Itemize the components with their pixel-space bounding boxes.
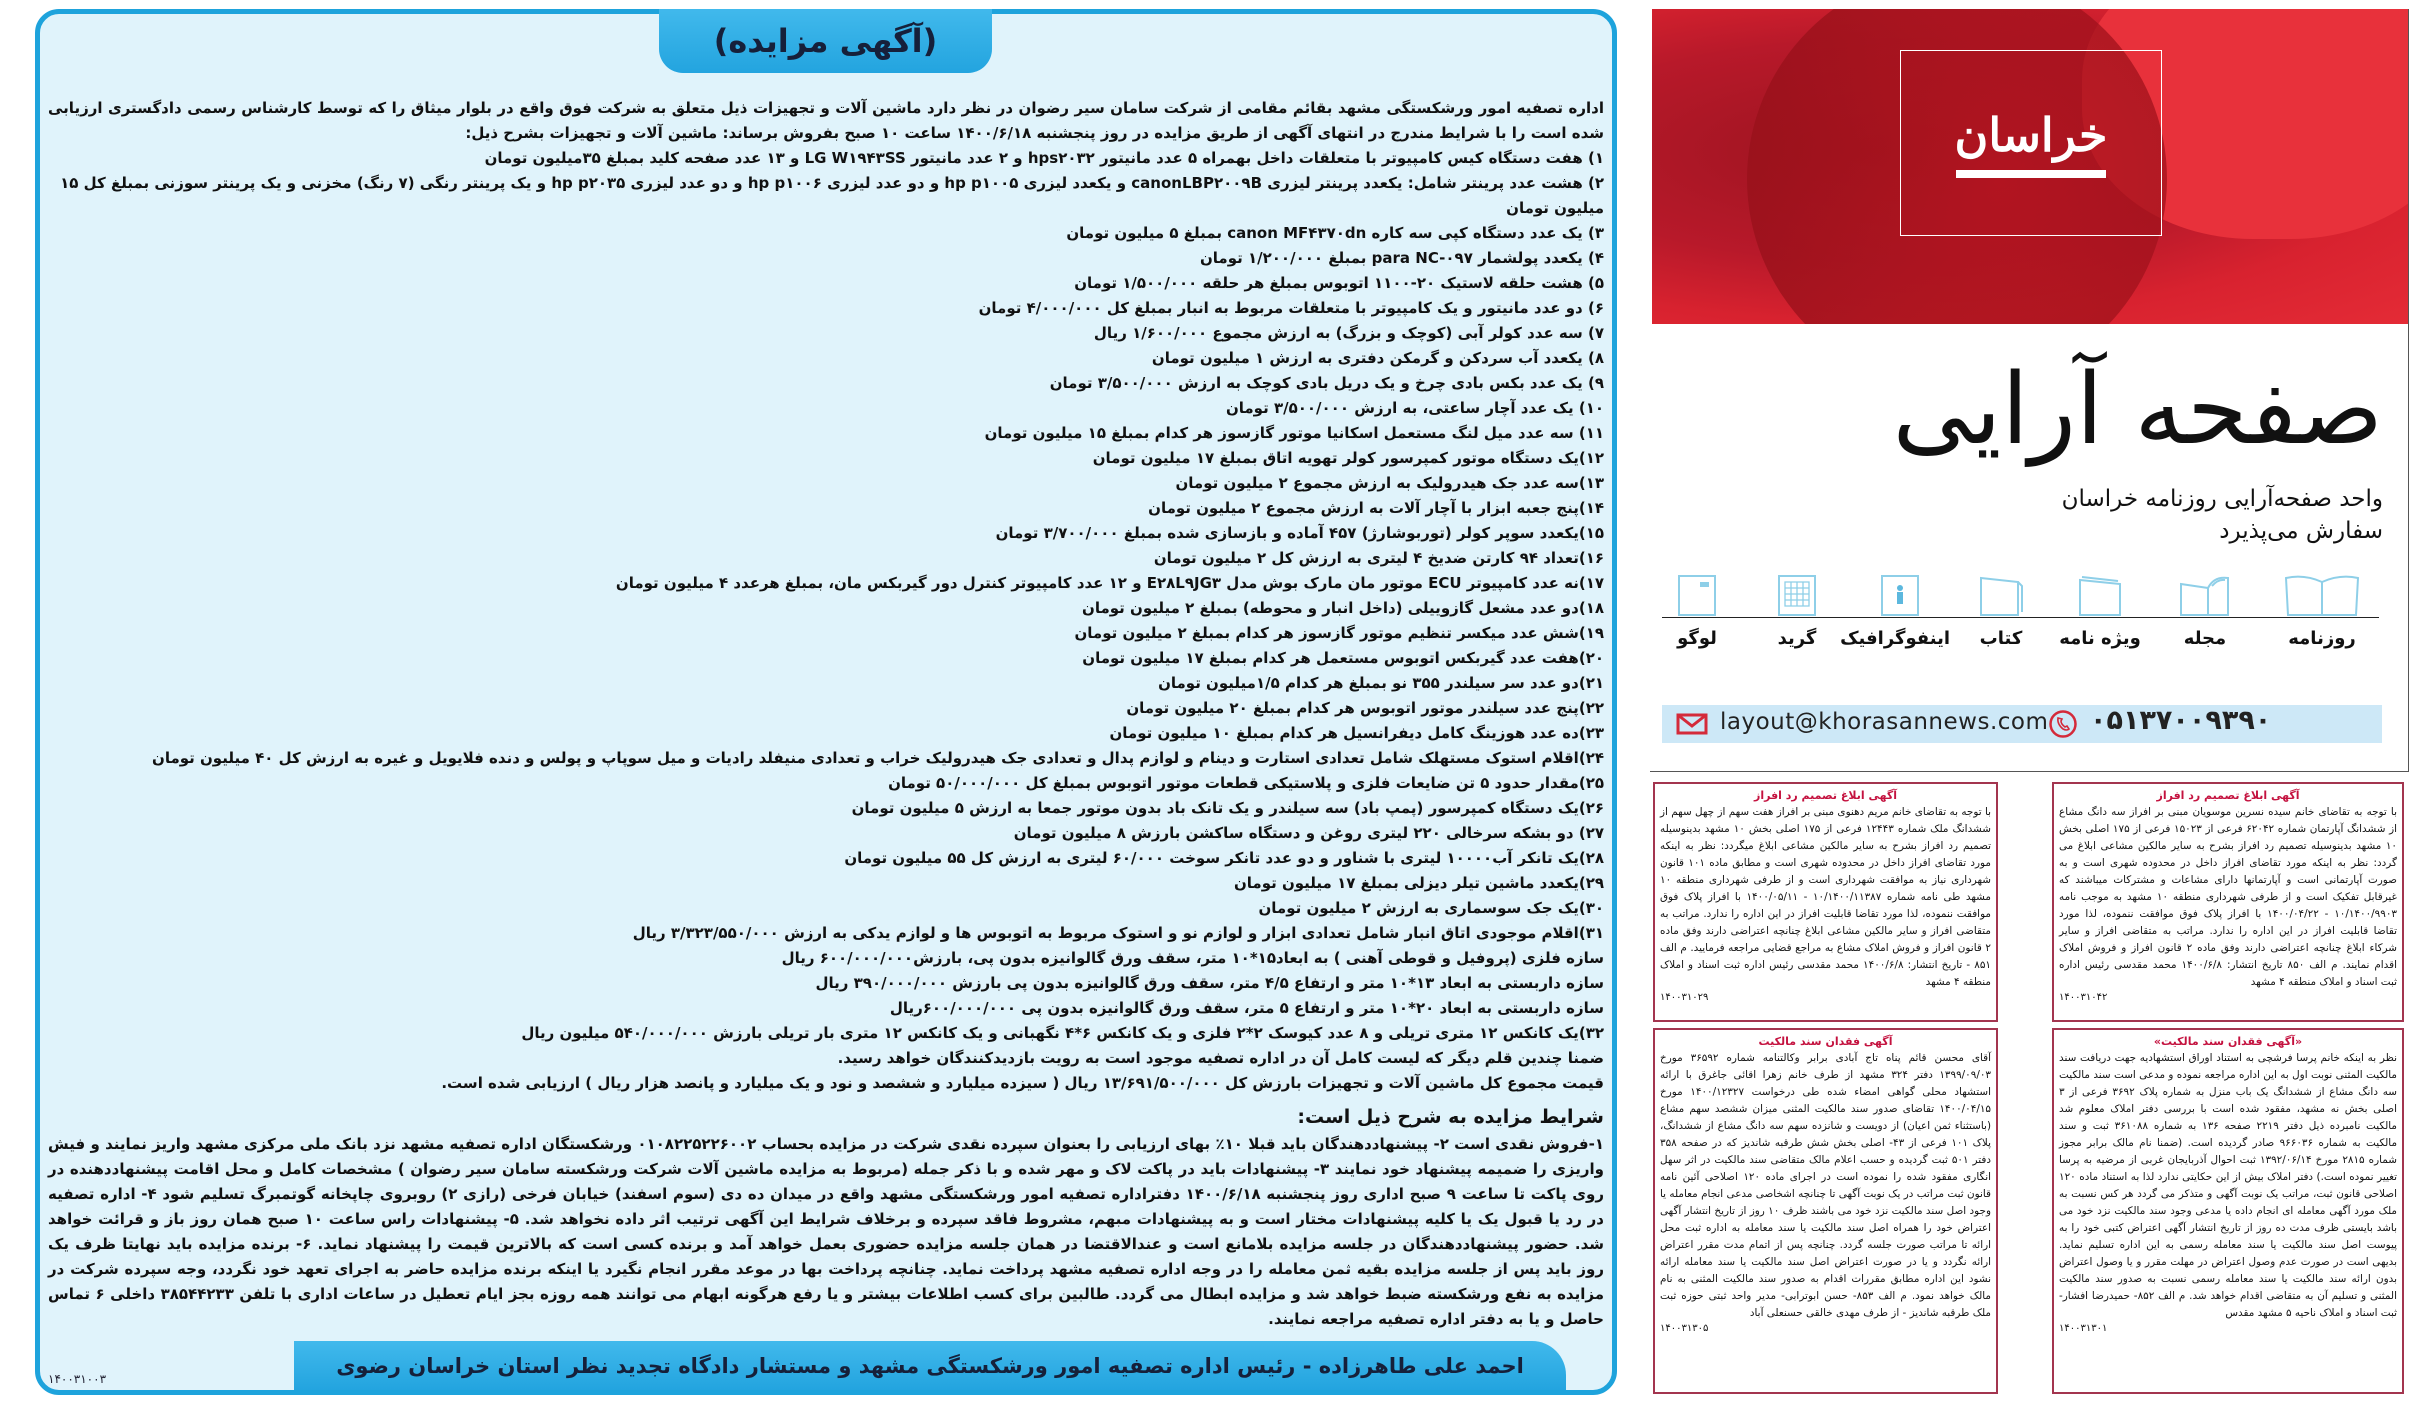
auction-content: [48, 96, 1604, 1332]
auction-item: ۱۶)تعداد ۹۴ کارتن ضدیخ ۴ لیتری به ارزش کل ۲ میلیون تومان: [1153, 549, 1604, 567]
notice-title: «آگهی فقدان سند مالکیت»: [2153, 1035, 2303, 1048]
logo-text: خراسان: [1954, 108, 2108, 162]
auction-title-tab: [659, 9, 992, 73]
auction-item: ۵) هشت حلقه لاستیک ۲۰-۱۱۰۰ اتوبوس بمبلغ هر حلقه ۱/۵۰۰/۰۰۰ تومان: [1074, 274, 1604, 292]
notice-body: آقای محسن قائم پناه تاج آبادی برابر وکالتنامه شماره ۳۶۵۹۲ مورخ ۱۳۹۹/۰۹/۰۳ دفتر ۳۲۴ مشهد از طرف خانم زهرا اقائی جاغرق با ارائه استشهاد محلی گواهی امضاء شده طی درخواست ۱۴۰۰/۱۲۳۲۷ مورخ ۱۴۰۰/۰۴/۱۵ تقاضای صدور سند مالکیت المثنی میزان ششصد سهم مشاع (باستثناء ثمن اعیان) از دویست و شانزده سهم سه دانگ مشاع از ششدانگ، پلاک ۱۰۱ فرعی از ۴۳- اصلی بخش شش طرقبه شاندیز که در صفحه ۳۵۸ دفتر ۵۰۱ ثبت گردیده و حسب اعلام مالک متقاضی سند مالکیت در اثر سهل انگاری مفقود شده را نموده است در اجرای ماده ۱۲۰ اصلاحی آئین نامه قانون ثبت مراتب در یک نوبت آگهی تا چنانچه اشخاصی مدعی انجام معامله یا وجود اصل سند مالکیت نزد خود می باشند ظرف ۱۰ روز از تاریخ انتشار آگهی اعتراض خود را همراه اصل سند مالکیت یا سند معامله به اداره ثبت محل ارائه تا مراتب صورت جلسه گردد. چنانچه پس از اتمام مدت مقرر اعتراض ارائه نگردد و یا در صورت اعتراض اصل سند مالکیت یا سند معامله ارائه نشود این اداره مطابق مقررات اقدام به صدور سند مالکیت المثنی به نام مالک خواهد نمود. م الف ۸۵۳- حسن ابوترابی- مدیر واحد ثبتی حوزه ثبت ملک طرقبه شاندیز - از طرف مهدی خالقی حسنعلی آباد: [1660, 1052, 1992, 1319]
auction-item: ۲۶)یک دستگاه کمپرسور (پمپ باد) سه سیلندر و یک تانک باد بدون موتور جمعا به ارزش ۵ میلیون تومان: [851, 799, 1604, 817]
auction-item: قیمت مجموع کل ماشین آلات و تجهیزات بارزش کل ۱۳/۶۹۱/۵۰۰/۰۰۰ ریال ( سیزده میلیارد و ششصد و نود و یک میلیارد و پانصد هزار ریال ) ارزیابی شده است.: [441, 1074, 1604, 1092]
infographic-icon: [1855, 574, 1945, 616]
auction-intro: اداره تصفیه امور ورشکستگی مشهد بقائم مقامی از شرکت سامان سیر رضوان در نظر دارد ماشین آلات و تجهیزات ذیل متعلق به شرکت فوق واقع در بلوار میثاق را که توسط کارشناس رسمی دادگستری ارزیابی شده است را با شرایط مندرج در انتهای آگهی از طریق مزایده در روز پنجشنبه ۱۴۰۰/۶/۱۸ ساعت ۱۰ صبح بفروش برساند: ماشین آلات و تجهیزات بشرح ذیل:: [48, 99, 1604, 142]
auction-item: ۱۲)یک دستگاه موتور کمپرسور کولر تهویه اتاق بمبلغ ۱۷ میلیون تومان: [1092, 449, 1604, 467]
notice-code: ۱۴۰۰۳۱۰۲۹: [1660, 992, 1709, 1003]
auction-item: ۳) یک عدد دستگاه کپی سه کاره canon MF۴۳۷۰dn بمبلغ ۵ میلیون تومان: [1066, 224, 1604, 242]
auction-item: ۳۲)یک کانکس ۱۲ متری تریلی و ۸ عدد کیوسک ۲*۲ فلزی و یک کانکس ۶*۴ نگهبانی و یک کانکس ۱۲ متری بار تریلی بارزش ۵۴۰/۰۰۰/۰۰۰ میلیون ریال: [521, 1024, 1604, 1042]
auction-code: ۱۴۰۰۳۱۰۰۳: [48, 1372, 107, 1386]
auction-item: ۱۰) یک عدد آچار ساعتی، به ارزش ۳/۵۰۰/۰۰۰ تومان: [1225, 399, 1604, 417]
auction-title: (آگهی مزایده): [713, 22, 938, 60]
auction-item: ۱۴)پنج جعبه ابزار با آچار آلات به ارزش مجموع ۲ میلیون تومان: [1148, 499, 1604, 517]
email-link[interactable]: layout@khorasannews.com: [1720, 709, 2049, 735]
auction-item: ۱۱) سه عدد میل لنگ مستعمل اسکانیا موتور گازسوز هر کدام بمبلغ ۱۵ میلیون تومان: [984, 424, 1604, 442]
service-label: لوگو: [1677, 628, 1717, 649]
ad-banner: [1652, 9, 2408, 324]
auction-item: ۱۹)شش عدد میکسر تنظیم موتور گازسوز هر کدام بمبلغ ۲ میلیون تومان: [1074, 624, 1604, 642]
auction-item: ضمنا چندین قلم دیگر که لیست کامل آن در اداره تصفیه موجود است به رویت بازدیدکنندگان خواهد رسید.: [837, 1049, 1604, 1067]
auction-item: ۳۰)یک جک سوسماری به ارزش ۲ میلیون تومان: [1258, 899, 1604, 917]
newspaper-icon: [2277, 574, 2367, 616]
auction-item: ۲۵)مقدار حدود ۵ تن ضایعات فلزی و پلاستیکی قطعات موتور اتوبوس بمبلغ کل ۵۰/۰۰۰/۰۰۰ تومان: [888, 774, 1604, 792]
ad-title: صفحه آرایی: [1892, 353, 2383, 467]
signature-tab: [294, 1341, 1566, 1390]
notice-lost-deed: [1653, 1028, 1998, 1394]
auction-item: سازه داربستی به ابعاد ۲۰*۱۰ متر و ارتفاع ۵ متر، سقف ورق گالوانیزه بدون پی ۶۰۰/۰۰۰/۰۰۰ریال: [889, 999, 1604, 1017]
auction-item: ۲۲)پنج عدد سیلندر موتور اتوبوس هر کدام بمبلغ ۲۰ میلیون تومان: [1126, 699, 1604, 717]
service-label: اینفوگرافیک: [1840, 628, 1950, 649]
conditions-heading: شرایط مزایده به شرح ذیل است:: [1297, 1106, 1604, 1128]
auction-item: ۱۸)دو عدد مشعل گازوییلی (داخل انبار و محوطه) بمبلغ ۲ میلیون تومان: [1082, 599, 1604, 617]
service-label: مجله: [2183, 628, 2227, 649]
auction-item: ۲۹)یکعدد ماشین تیلر دیزلی بمبلغ ۱۷ میلیون تومان: [1233, 874, 1604, 892]
auction-item: ۲۱)دو عدد سر سیلندر ۳۵۵ نو بمبلغ هر کدام ۱/۵میلیون تومان: [1158, 674, 1604, 692]
service-label: گرید: [1777, 628, 1817, 649]
notice-body: با توجه به تقاضای خانم سیده نسرین موسویان مبنی بر افراز سه دانگ مشاع از ششدانگ آپارتمان شماره ۶۲۰۴۲ فرعی از ۱۵۰۲۳ فرعی از ۱۷۵ اصلی بخش ۱۰ مشهد بدینوسیله تصمیم رد افراز بشرح به سایر مالکین مشاعی ابلاغ می گردد: نظر به اینکه مورد تقاضای افراز داخل در محدوده شهری است و به صورت آپارتمانی است و آپارتمانها دارای مشاعات و مشترکات میباشند که غیرقابل تفکیک است و از طرفی شهرداری منطقه ۱۰ مشهد به موجب نامه ۱۰/۱۴۰۰/۹۹۰۳ - ۱۴۰۰/۰۴/۲۲ با افراز پلاک فوق موافقت ننموده، لذا مورد تقاضا قابلیت افراز در این اداره را ندارد. مراتب به متقاضی افراز و سایر شرکاء ابلاغ چنانچه اعتراضی دارند وفق ماده ۲ قانون افراز و فروش املاک اقدام نمایند. م الف ۸۵۰ تاریخ انتشار: ۱۴۰۰/۶/۸ محمد مقدسی رئیس اداره ثبت اسناد و املاک منطقه ۴ مشهد: [2059, 806, 2398, 988]
notice-code: ۱۴۰۰۳۱۳۰۱: [2059, 1323, 2108, 1334]
notice-lost-deed: [2052, 1028, 2404, 1394]
auction-item: ۳۱)اقلام موجودی اتاق انبار شامل تعدادی ابزار و لوازم نو و استوک مربوط به اتوبوس ها و لوازم یدکی به ارزش ۳/۳۲۳/۵۵۰/۰۰۰ ریال: [632, 924, 1604, 942]
service-label: روزنامه: [2288, 628, 2356, 649]
notice-code: ۱۴۰۰۳۱۳۰۵: [1660, 1323, 1709, 1334]
auction-item: ۲) هشت عدد پرینتر شامل: یکعدد پرینتر لیزری canonLBP۲۰۰۹B و یکعدد لیزری hp p۱۰۰۵ و دو عدد لیزری hp p۱۰۰۶ و دو عدد لیزری hp p۲۰۳۵ و یک پرینتر رنگی (۷ رنگ) مخزنی و یک پرینتر سوزنی بمبلغ کل ۱۵ میلیون تومان: [60, 174, 1604, 217]
auction-item: ۱) هفت دستگاه کیس کامپیوتر با متعلقات داخل بهمراه ۵ عدد مانیتور hps۲۰۳۲ و ۲ عدد مانیتور LG W۱۹۴۳SS و ۱۳ عدد صفحه کلید بمبلغ ۳۵میلیون تومان: [484, 149, 1604, 167]
envelope-icon: [1676, 713, 1708, 735]
signature: احمد علی طاهرزاده - رئیس اداره تصفیه امور ورشکستگی مشهد و مستشار دادگاه تجدید نظر استان خراسان رضوی: [336, 1353, 1524, 1378]
divider: [1662, 617, 2379, 618]
phone-number[interactable]: ۰۵۱۳۷۰۰۹۳۹۰: [2090, 705, 2272, 736]
auction-item: ۲۴)اقلام استوک مستهلک شامل تعدادی استارت و دینام و لوازم پدال و تعدادی جک هیدرولیک خراب و تعدادی منیفلد رادیات و میل سوپاپ و پولس و دنده فلایویل و غیره به ارزش کل ۴۰ میلیون تومان: [152, 749, 1604, 767]
notice-partition-rejection: [1653, 782, 1998, 1022]
auction-item: ۲۷) دو بشکه سرخالی ۲۲۰ لیتری روغن و دستگاه ساکشن بارزش ۸ میلیون تومان: [1013, 824, 1604, 842]
notice-partition-rejection: [2052, 782, 2404, 1022]
notice-title: آگهی ابلاغ تصمیم رد افراز: [1754, 789, 1897, 802]
notice-body: با توجه به تقاضای خانم مریم دهنوی مبنی بر افراز هفت سهم از چهل سهم از ششدانگ ملک شماره ۱۲۴۴۳ فرعی از ۱۷۵ اصلی بخش ۱۰ مشهد بدینوسیله تصمیم رد افراز بشرح به سایر مالکین مشاعی ابلاغ میگردد: نظر به اینکه مورد تقاضای افراز داخل در محدوده شهری است و مطابق ماده ۱۰۱ قانون شهرداری نیاز به موافقت شهرداری است و از طرفی شهرداری منطقه ۱۰ مشهد طی نامه شماره ۱۰/۱۴۰۰/۱۱۳۸۷ - ۱۴۰۰/۰۵/۱۱ با افراز پلاک فوق موافقت ننموده، لذا مورد تقاضا قابلیت افراز در این اداره را ندارد. مراتب به متقاضی افراز و سایر مالکین مشاعی ابلاغ چنانچه اعتراضی دارند وفق ماده ۲ قانون افراز و فروش املاک مشاع به مراجع قضایی مراجعه فرمایید. م الف ۸۵۱ - تاریخ انتشار: ۱۴۰۰/۶/۸ محمد مقدسی رئیس اداره ثبت اسناد و املاک منطقه ۴ مشهد: [1660, 806, 1992, 988]
special-issue-icon: [2055, 574, 2145, 616]
auction-item: ۲۰)هفت عدد گیربکس اتوبوس مستعمل هر کدام بمبلغ ۱۷ میلیون تومان: [1082, 649, 1604, 667]
logo-underline: [1956, 170, 2106, 178]
auction-item: ۸) یکعدد آب سردکن و گرمکن دفتری به ارزش ۱ میلیون تومان: [1151, 349, 1604, 367]
contact-bar: [1662, 705, 2382, 743]
auction-item: ۱۷)نه عدد کامپیوتر ECU موتور مان مارک بوش مدل E۲۸L۹JG۳ و ۱۲ عدد کامپیوتر کنترل دور گیربکس مان، بمبلغ هرعدد ۴ میلیون تومان: [615, 574, 1604, 592]
service-label: ویژه نامه: [2059, 628, 2141, 649]
phone-icon: [2048, 709, 2078, 739]
auction-item: ۱۳)سه عدد جک هیدرولیک به ارزش مجموع ۲ میلیون تومان: [1175, 474, 1604, 492]
book-icon: [1956, 574, 2046, 616]
logo-design-icon: [1652, 574, 1742, 616]
khorasan-logo: [1900, 50, 2162, 236]
auction-item: ۶) دو عدد مانیتور و یک کامپیوتر با متعلقات مربوط به انبار بمبلغ کل ۴/۰۰۰/۰۰۰ تومان: [978, 299, 1604, 317]
auction-item: ۹) یک عدد بکس بادی چرخ و یک دریل بادی کوچک به ارزش ۳/۵۰۰/۰۰۰ تومان: [1049, 374, 1604, 392]
magazine-icon: [2160, 574, 2250, 616]
auction-item: ۲۸)یک تانکر آب۱۰۰۰۰ لیتری با شناور و دو عدد تانکر سوخت ۶۰/۰۰۰ لیتری به ارزش کل ۵۵ میلیون تومان: [844, 849, 1604, 867]
conditions-text: ۱-فروش نقدی است ۲- پیشنهاددهندگان باید قبلا ۱۰٪ بهای ارزیابی را بعنوان سپرده نقدی شرکت در مزایده بحساب ۰۱۰۸۲۲۵۲۲۶۰۰۲ ورشکستگان اداره تصفیه مشهد نزد بانک ملی مرکزی مشهد واریز نمایند و فیش واریزی را ضمیمه پیشنهاد خود نمایند ۳- پیشنهادات باید در پاکت لاک و مهر شده و با ذکر جمله (مربوط به مزایده ماشین آلات شرکت ورشکسته سامان سیر رضوان ) مشخصات کامل و محل اقامت پیشنهاددهنده در روی پاکت تا ساعت ۹ صبح اداری روز پنجشنبه ۱۴۰۰/۶/۱۸ دفتراداره تصفیه امور ورشکستگی مشهد واقع در میدان ده دی (سوم اسفند) خیابان فرخی (رازی ۲) روبروی چاپخانه گوتمبرگ تسلیم شود ۴- اداره تصفیه در رد یا قبول یک یا کلیه پیشنهادات مختار است و به پیشنهادات مبهم، مشروط فاقد سپرده و برخلاف شرایط این آگهی ترتیب اثر داده نخواهد شد. ۵- پیشنهادات راس ساعت ۱۰ صبح همان روز باز و قرائت خواهد شد. حضور پیشنهاددهندگان در جلسه مزایده بلامانع است و عندالاقتضا در همان جلسه مزایده حضوری بعمل خواهد آمد و برنده کسی است که بالاترین قیمت را پیشنهاد نماید. ۶- برنده مزایده باید نهایتا ظرف یک روز باید پس از جلسه مزایده بقیه ثمن معامله را در وجه اداره تصفیه مشهد پرداخت نماید. چنانچه پرداخت بها در موعد مقرر انجام نگیرد یا اینکه برنده مزایده حاضر به اجرای تعهد خود نگردد، وجه سپرده شرکت در مزایده به نفع ورشکسته ضبط خواهد شد و مزایده ابطال می گردد. طالبین برای کسب اطلاعات بیشتر و یا رفع هرگونه ابهام می توانند همه روزه بجز ایام تعطیل در ساعات اداری با تلفن ۳۸۵۴۴۲۳۳ داخلی ۶ تماس حاصل و یا به دفتر اداره تصفیه مراجعه نمایند.: [48, 1135, 1605, 1328]
auction-item: ۱۵)یکعدد سوپر کولر (توربوشارژ) ۴۵۷ آماده و بازسازی شده بمبلغ ۳/۷۰۰/۰۰۰ تومان: [995, 524, 1604, 542]
ad-subtitle: واحد صفحه‌آرایی روزنامه خراسان: [2061, 486, 2383, 512]
auction-item: ۲۳)ده عدد هوزینگ کامل دیفرانسیل هر کدام بمبلغ ۱۰ میلیون تومان: [1109, 724, 1604, 742]
auction-item: سازه داربستی به ابعاد ۱۳*۱۰ متر و ارتفاع ۴/۵ متر، سقف ورق گالوانیزه بدون پی بارزش ۳۹۰/۰۰۰/۰۰۰ ریال: [815, 974, 1604, 992]
auction-item-list: [48, 146, 1604, 1096]
auction-item: ۴) یکعدد پولشمار para NC-۰۹۷ بمبلغ ۱/۲۰۰/۰۰۰ تومان: [1200, 249, 1604, 267]
notice-code: ۱۴۰۰۳۱۰۴۲: [2059, 992, 2108, 1003]
auction-item: ۷) سه عدد کولر آبی (کوچک و بزرگ) به ارزش مجموع ۱/۶۰۰/۰۰۰ ریال: [1093, 324, 1604, 342]
grid-icon: [1752, 574, 1842, 616]
auction-item: سازه فلزی (پروفیل و قوطی آهنی ) به ابعاد۱۵*۱۰ متر، سقف ورق گالوانیزه بدون پی، بارزش۶۰۰/۰۰۰/۰۰۰ ریال: [781, 949, 1604, 967]
notice-title: آگهی فقدان سند مالکیت: [1758, 1035, 1893, 1048]
notice-title: آگهی ابلاغ تصمیم رد افراز: [2156, 789, 2300, 802]
ad-subtitle: سفارش می‌پذیرد: [2219, 518, 2383, 544]
notice-body: نظر به اینکه خانم پرسا فرشچی به استناد اوراق استشهادیه جهت دریافت سند مالکیت المثنی نوبت اول به این اداره مراجعه نموده و مدعی است سند مالکیت سه دانگ مشاع از ششدانگ یک باب منزل به شماره پلاک ۳۶۹۲ فرعی از ۳ اصلی بخش نه مشهد، مفقود شده است با بررسی دفتر املاک معلوم شد مالکیت نامبرده ذیل دفتر ۲۲۱۹ صفحه ۱۳۶ به شماره ۳۶۱۰۸۸ ثبت و سند مالکیت به شماره ۹۶۶۰۳۶ صادر گردیده است. (ضمنا نام مالک برابر مجوز شماره ۲۸۱۵ مورخ ۱۳۹۲/۰۶/۱۴ ثبت احوال آذربایجان غربی از مرضیه به پرسا تغییر نموده است.) دفتر املاک بیش از این حکایتی ندارد لذا به استناد ماده ۱۲۰ اصلاحی قانون ثبت، مراتب یک نوبت آگهی و متذکر می گردد هر کس نسبت به ملک مورد آگهی معامله ای انجام داده یا مدعی وجود سند مالکیت نزد خود می باشد بایستی ظرف مدت ده روز از تاریخ انتشار آگهی اعتراض کتبی خود را به پیوست اصل سند مالکیت یا سند معامله رسمی به این اداره تسلیم نماید. بدیهی است در صورت عدم وصول اعتراض در مهلت مقرر و یا وصول اعتراض بدون ارائه سند مالکیت یا سند معامله رسمی نسبت به صدور سند مالکیت المثنی و تسلیم آن به متقاضی اقدام خواهد شد. م الف ۸۵۲- حمیدرضا افشار- ثبت اسناد و املاک ناحیه ۵ مشهد مقدس: [2059, 1052, 2398, 1319]
service-label: کتاب: [1979, 628, 2023, 649]
